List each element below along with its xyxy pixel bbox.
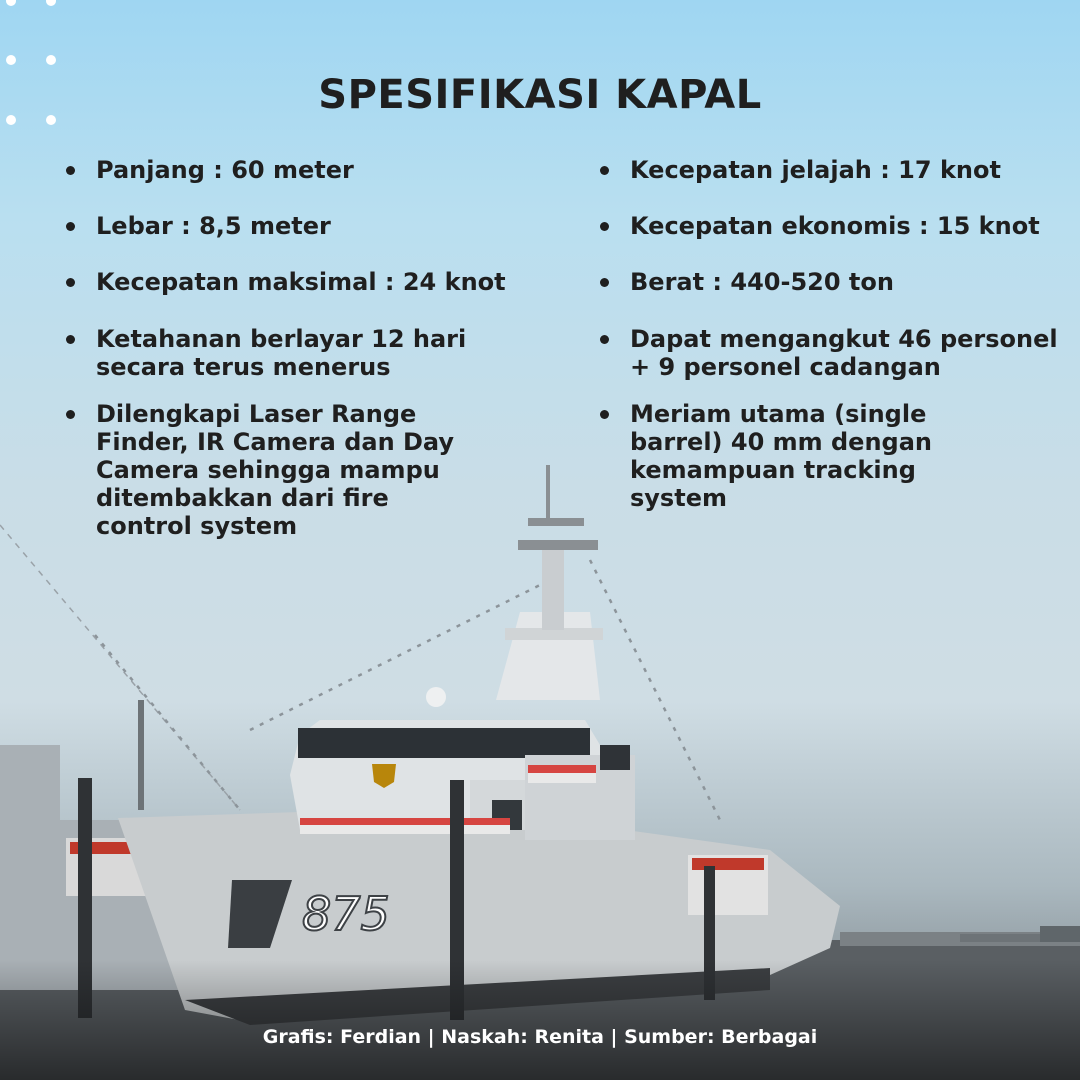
deck-bunting-red [528, 765, 596, 773]
spec-item [62, 156, 582, 184]
spec-item [62, 400, 456, 540]
bridge-windows [298, 728, 590, 758]
spec-text: Lebar : 8,5 meter [96, 212, 331, 240]
spec-item [596, 325, 1070, 381]
mast-arm [518, 540, 598, 550]
bullet-icon [600, 335, 609, 344]
spec-item [596, 400, 1020, 512]
bullet-icon [600, 166, 609, 175]
bullet-icon [66, 335, 75, 344]
page-title: SPESIFIKASI KAPAL [318, 72, 762, 118]
spec-item [62, 212, 582, 240]
spec-item [596, 268, 1066, 296]
spec-text: Kecepatan maksimal : 24 knot [96, 268, 506, 296]
spec-text: Berat : 440-520 ton [630, 268, 894, 296]
spec-item [62, 268, 582, 296]
distant-ship [1040, 926, 1080, 942]
bullet-icon [66, 410, 75, 419]
lamp-post [138, 700, 144, 810]
flag-line [250, 585, 540, 730]
spec-list-left [62, 150, 582, 540]
spec-item [596, 156, 1066, 184]
spec-item [62, 325, 536, 381]
banner-stripe [692, 858, 764, 870]
distant-ship [960, 934, 1040, 942]
spec-text: Kecepatan jelajah : 17 knot [630, 156, 1001, 184]
hull-number: 875 [302, 887, 390, 941]
bullet-icon [66, 166, 75, 175]
spec-item [596, 212, 1066, 240]
spec-list-right [596, 150, 1066, 512]
bottom-fade [0, 960, 1080, 1080]
spec-text: Panjang : 60 meter [96, 156, 354, 184]
bullet-icon [66, 222, 75, 231]
spec-text: Dapat mengangkut 46 personel + 9 personel cadangan [630, 325, 1058, 381]
bullet-icon [66, 278, 75, 287]
deck-bunting-red [300, 818, 510, 825]
radar-housing [600, 745, 630, 770]
spec-text: Meriam utama (single barrel) 40 mm dengan kemampuan tracking system [630, 400, 933, 512]
spec-text: Kecepatan ekonomis : 15 knot [630, 212, 1040, 240]
mast-pole [542, 540, 564, 630]
bullet-icon [600, 410, 609, 419]
bullet-icon [600, 222, 609, 231]
credits-footer: Grafis: Ferdian | Naskah: Renita | Sumber: Berbagai [262, 1026, 818, 1048]
sensor-dome [426, 687, 446, 707]
spec-text: Ketahanan berlayar 12 hari secara terus menerus [96, 325, 467, 381]
spec-text: Dilengkapi Laser Range Finder, IR Camera dan Day Camera sehingga mampu ditembakkan dari fire control system [96, 400, 455, 540]
bullet-icon [600, 278, 609, 287]
